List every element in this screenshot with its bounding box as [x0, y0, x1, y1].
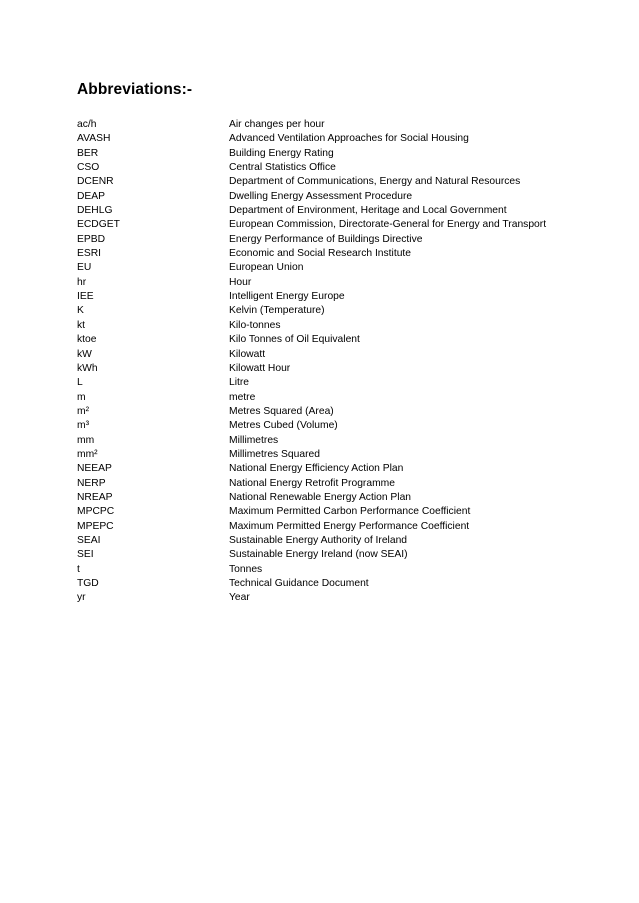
abbreviation-row [77, 462, 597, 476]
abbreviation-row [77, 276, 597, 290]
abbreviation-row [77, 233, 597, 247]
abbreviation-definition: National Energy Efficiency Action Plan [229, 463, 404, 475]
abbreviation-row [77, 548, 597, 562]
abbreviation-term: K [77, 305, 84, 317]
abbreviation-definition: Energy Performance of Buildings Directive [229, 233, 423, 245]
abbreviation-row [77, 190, 597, 204]
abbreviation-definition: Kilo Tonnes of Oil Equivalent [229, 334, 360, 346]
abbreviation-term: mm [77, 434, 95, 446]
abbreviation-definition: National Renewable Energy Action Plan [229, 491, 412, 503]
abbreviation-definition: Central Statistics Office [229, 162, 336, 174]
abbreviation-row [77, 505, 597, 519]
abbreviation-term: DCENR [77, 176, 114, 188]
abbreviation-term: ktoe [77, 334, 97, 346]
abbreviation-definition: metre [229, 391, 256, 403]
abbreviation-row [77, 563, 597, 577]
abbreviation-term: ac/h [77, 119, 97, 130]
abbreviation-term: t [77, 563, 80, 575]
abbreviation-term: EPBD [77, 233, 106, 245]
abbreviation-definition: National Energy Retrofit Programme [229, 477, 395, 489]
abbreviation-row [77, 175, 597, 189]
abbreviation-term: CSO [77, 162, 100, 174]
abbreviation-row [77, 247, 597, 261]
abbreviation-definition: Economic and Social Research Institute [229, 248, 412, 260]
abbreviation-row [77, 132, 597, 146]
abbreviation-term: TGD [77, 578, 99, 589]
abbreviation-definition: Building Energy Rating [229, 147, 334, 159]
abbreviation-row [77, 261, 597, 275]
abbreviation-term: DEAP [77, 190, 106, 202]
abbreviation-term: mm² [77, 448, 98, 460]
abbreviation-row [77, 376, 597, 390]
abbreviation-term: NEEAP [77, 463, 112, 475]
abbreviations-list [77, 118, 597, 606]
abbreviation-term: kW [77, 348, 92, 360]
abbreviation-definition: Air changes per hour [229, 119, 325, 130]
abbreviation-definition: Kilowatt Hour [229, 362, 291, 374]
abbreviation-term: L [77, 377, 83, 389]
abbreviation-row [77, 161, 597, 175]
abbreviation-row [77, 419, 597, 433]
abbreviation-term: SEI [77, 549, 94, 561]
abbreviation-definition: Maximum Permitted Energy Performance Coefficient [229, 520, 470, 532]
abbreviation-term: ECDGET [77, 219, 120, 231]
abbreviation-row [77, 477, 597, 491]
abbreviation-term: kt [77, 319, 86, 331]
abbreviation-term: m² [77, 405, 90, 417]
abbreviation-row [77, 319, 597, 333]
abbreviation-definition: Millimetres [229, 434, 279, 446]
abbreviation-row [77, 218, 597, 232]
abbreviation-row [77, 534, 597, 548]
abbreviation-definition: Metres Cubed (Volume) [229, 420, 338, 432]
abbreviation-definition: Dwelling Energy Assessment Procedure [229, 190, 413, 202]
abbreviation-definition: Litre [229, 377, 250, 389]
abbreviation-term: BER [77, 147, 99, 159]
abbreviation-row [77, 290, 597, 304]
abbreviation-term: EU [77, 262, 92, 274]
abbreviation-row [77, 448, 597, 462]
abbreviation-term: yr [77, 592, 86, 604]
abbreviation-term: MPCPC [77, 506, 115, 518]
abbreviation-row [77, 362, 597, 376]
abbreviation-definition: Advanced Ventilation Approaches for Social Housing [229, 133, 469, 145]
abbreviation-definition: Sustainable Energy Ireland (now SEAI) [229, 549, 408, 561]
abbreviation-definition: Department of Environment, Heritage and Local Government [229, 205, 507, 217]
abbreviation-definition: Technical Guidance Document [229, 578, 369, 589]
abbreviation-definition: Kelvin (Temperature) [229, 305, 325, 317]
abbreviation-term: DEHLG [77, 205, 113, 217]
abbreviation-definition: Intelligent Energy Europe [229, 291, 345, 303]
abbreviation-definition: Department of Communications, Energy and Natural Resources [229, 176, 521, 188]
abbreviation-definition: Metres Squared (Area) [229, 405, 334, 417]
abbreviation-term: hr [77, 276, 87, 288]
abbreviation-term: kWh [77, 362, 98, 374]
abbreviation-term: m³ [77, 420, 90, 432]
abbreviation-term: MPEPC [77, 520, 114, 532]
abbreviation-row [77, 405, 597, 419]
abbreviation-term: AVASH [77, 133, 111, 145]
abbreviation-definition: Kilowatt [229, 348, 266, 360]
abbreviation-row [77, 147, 597, 161]
abbreviation-row [77, 591, 597, 605]
abbreviation-row [77, 304, 597, 318]
abbreviation-definition: European Union [229, 262, 304, 274]
abbreviation-row [77, 491, 597, 505]
abbreviation-definition: Sustainable Energy Authority of Ireland [229, 534, 408, 546]
abbreviation-row [77, 434, 597, 448]
abbreviation-definition: European Commission, Directorate-General for Energy and Transport [229, 219, 547, 231]
abbreviation-definition: Hour [229, 276, 252, 288]
abbreviation-definition: Millimetres Squared [229, 448, 320, 460]
abbreviation-definition: Maximum Permitted Carbon Performance Coefficient [229, 506, 471, 518]
abbreviation-term: SEAI [77, 534, 101, 546]
abbreviation-definition: Year [229, 592, 250, 604]
abbreviation-row [77, 118, 597, 132]
abbreviation-term: IEE [77, 291, 94, 303]
abbreviation-definition: Tonnes [229, 563, 263, 575]
abbreviation-term: ESRI [77, 248, 102, 260]
abbreviation-definition: Kilo-tonnes [229, 319, 281, 331]
abbreviation-row [77, 204, 597, 218]
abbreviation-row [77, 348, 597, 362]
page-heading: Abbreviations:- [77, 81, 193, 98]
abbreviation-row [77, 391, 597, 405]
abbreviation-row [77, 520, 597, 534]
abbreviation-term: m [77, 391, 86, 403]
abbreviation-row [77, 577, 597, 591]
abbreviation-term: NREAP [77, 491, 113, 503]
abbreviation-row [77, 333, 597, 347]
abbreviation-term: NERP [77, 477, 106, 489]
